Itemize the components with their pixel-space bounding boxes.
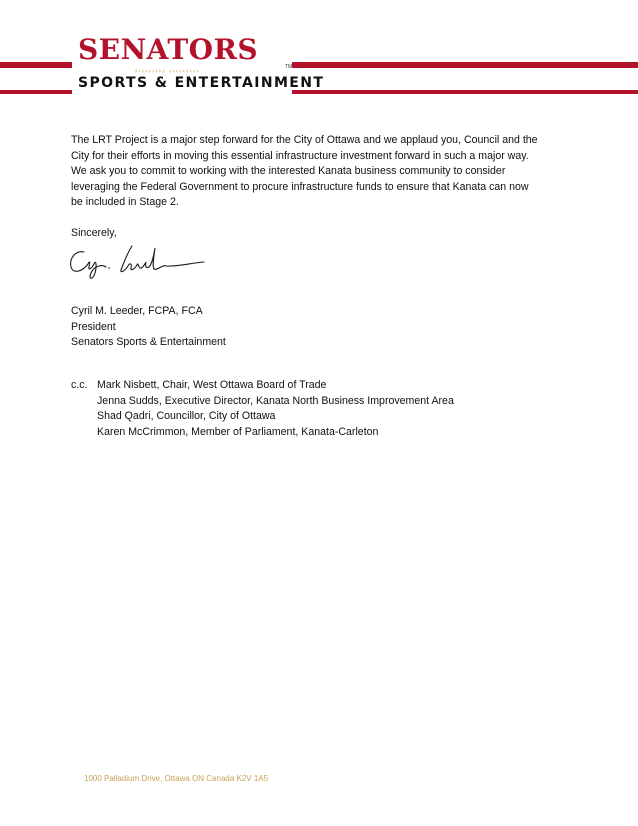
signatory-title: President: [71, 320, 116, 333]
cc-recipient-list: [97, 378, 454, 440]
cc-row: [71, 378, 454, 440]
closing: Sincerely,: [71, 227, 117, 239]
handwritten-signature: [66, 240, 216, 280]
body-line: We ask you to commit to working with the interested Kanata business community to consider: [71, 165, 506, 177]
cc-recipient: Shad Qadri, Councillor, City of Ottawa: [97, 410, 276, 422]
senators-logo: [72, 33, 325, 100]
cc-block: [71, 378, 454, 440]
cc-recipient: Mark Nisbett, Chair, West Ottawa Board of Trade: [97, 379, 327, 391]
cc-label: c.c.: [71, 379, 88, 391]
cc-recipient: Jenna Sudds, Executive Director, Kanata North Business Improvement Area: [97, 394, 454, 407]
body-paragraph: [71, 133, 571, 211]
cc-recipient: Karen McCrimmon, Member of Parliament, Kanata-Carleton: [97, 425, 379, 438]
signatory-name: Cyril M. Leeder, FCPA, FCA: [71, 305, 203, 317]
logo-main-text: SENATORS: [78, 33, 259, 66]
body-line: be included in Stage 2.: [71, 196, 179, 208]
logo-sub-text: SPORTS & ENTERTAINMENT: [78, 75, 325, 91]
footer-address: 1000 Palladium Drive, Ottawa ON Canada K2V 1A5: [84, 774, 269, 783]
signatory-org: Senators Sports & Entertainment: [71, 336, 226, 348]
signatory-block: [71, 304, 226, 351]
letterhead: [0, 33, 638, 100]
body-line: City for their efforts in moving this essential infrastructure investment forward in such a major way.: [71, 149, 529, 162]
logo-trademark: TM: [285, 64, 293, 70]
body-line: leveraging the Federal Government to procure infrastructure funds to ensure that Kanata can now: [71, 180, 529, 193]
body-line: The LRT Project is a major step forward for the City of Ottawa and we applaud you, Council and the: [71, 134, 538, 146]
logo-chevrons: ››››››››› ‹‹‹‹‹‹‹‹‹: [134, 67, 199, 75]
